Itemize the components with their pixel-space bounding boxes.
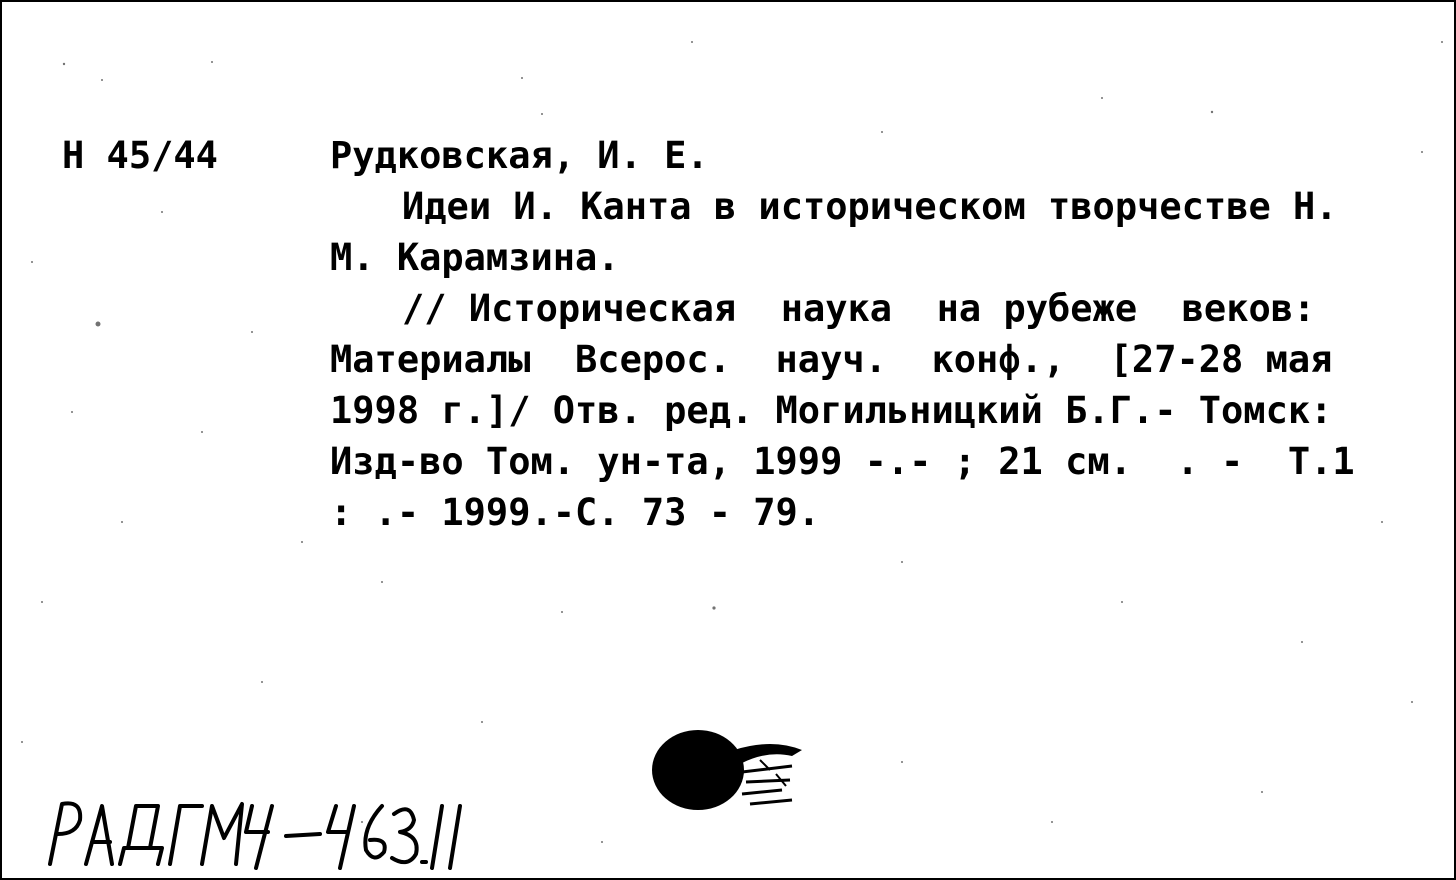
source-line-4: Изд-во Том. ун-та, 1999 -.- ; 21 см. . - Т.1 [330, 440, 1355, 483]
author-heading: Рудковская, И. Е. [330, 134, 709, 177]
handwritten-call-number [30, 792, 470, 872]
source-line-5: : .- 1999.-С. 73 - 79. [330, 491, 821, 534]
title-line-2: М. Карамзина. [330, 236, 620, 279]
source-line-3: 1998 г.]/ Отв. ред. Могильницкий Б.Г.- Томск: [330, 389, 1333, 432]
source-line-1: // Историческая наука на рубеже веков: [402, 287, 1316, 330]
ink-blot-stamp [642, 720, 822, 820]
title-line-1: Идеи И. Канта в историческом творчестве Н. [402, 185, 1338, 228]
shelfmark: Н 45/44 [62, 134, 218, 177]
source-line-2: Материалы Всерос. науч. конф., [27-28 мая [330, 338, 1333, 381]
